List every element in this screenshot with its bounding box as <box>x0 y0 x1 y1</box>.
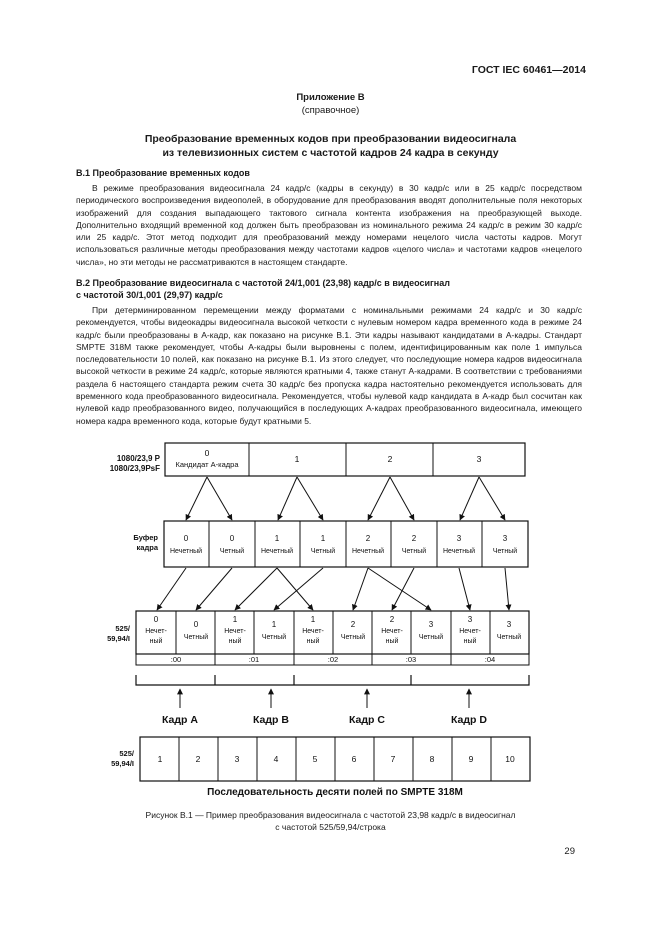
buffer-cell-num: 2 <box>411 534 417 543</box>
row3-cell-type2: ный <box>385 638 399 645</box>
buffer-cell-type: Нечетный <box>442 548 476 555</box>
frame-label-c: Кадр С <box>349 714 385 726</box>
row4-cell: 2 <box>195 754 201 764</box>
row1-candidate-label: Кандидат А-кадра <box>175 460 239 469</box>
timecode-label: :01 <box>248 655 260 664</box>
section2-text: При детерминированном перемещении между форматами с номинальными режимами 24 кадр/с и 30 кадр/с рекомендуется, чтобы видеокадры видеосигнала высокой четкости с нулевым номером кадра временного кода в режиме 24 кадр/с были преобразованы в А-кадр, как показано на рисунке В.1. Эти кадры называют кандидатами в А-кадры. Стандарт SMPTE 318M также рекомендует, чтобы А-кадры были выровнены с полем, идентифицированным как поле 1 импульса последовательности 10 полей, как показано на рисунке В.1. Из этого следует, что последующие номера кадров видеосигнала высокой четкости в режиме 24 кадр/с, которые являются кратными 4, также станут А-кадрами. В соответствии с требованиями раздела 6 настоящего стандарта режим счета 30 кадр/с без пропуска кадра настоятельно рекомендуется использовать для временного кода преобразованного видеосигнала. Рекомендуется, чтобы нулевой кадр кандидата в А-кадр был сосчитан как нулевой кадр преобразованного видео, получающийся в последующих А-кадрах преобразованного видеосигнала, имеющего номера кадра временного кода, которые будут кратными 5. <box>76 305 582 426</box>
row3-cell-num: 1 <box>232 615 238 624</box>
row4-cell: 6 <box>351 754 357 764</box>
frame-label-b: Кадр В <box>253 714 289 726</box>
row3-cell-num: 3 <box>428 620 434 629</box>
row3-cell-num: 2 <box>389 615 395 624</box>
frame-label-a: Кадр А <box>162 714 198 726</box>
buffer-cell-num: 0 <box>183 534 189 543</box>
buffer-cell-num: 3 <box>456 534 462 543</box>
row3-cell-type: Нечет- <box>381 628 403 635</box>
arrows-row1-to-buffer <box>186 477 505 520</box>
arrows-buffer-to-row3 <box>157 568 509 610</box>
main-title-line2: из телевизионных систем с частотой кадров 24 кадра в секунду <box>162 147 499 159</box>
row3-cell-type: Четный <box>183 634 209 641</box>
row3-cell-type: Четный <box>418 634 444 641</box>
row3-cell-type: Четный <box>261 634 287 641</box>
section2-heading-line2: с частотой 30/1,001 (29,97) кадр/с <box>76 290 223 300</box>
section1-text: В режиме преобразования видеосигнала 24 кадр/с (кадры в секунду) в 30 кадр/с или в 25 кадр/с посредством периодического воспроизведения видеополей, в оборудование для преобразования вводят дополнительные поля некоторых изображений для создания выпадающего тактового сигнала контента изображения на преобразующей выходе. Дополнительно входящий временной код должен быть преобразован из номинального режима 24 кадр/с в режим 30 кадр/с или 25 кадр/с. Этот метод подходит для преобразований между номерами нецелого числа частоты кадров. Могут использоваться различные методы преобразования между частотами кадров «целого числа» и частотами кадров «нецелого числа», но эти методы не рассматриваются в настоящем стандарте. <box>76 183 582 267</box>
buffer-cell-type: Четный <box>310 548 336 555</box>
row1-label-1: 1080/23,9 P <box>116 454 160 463</box>
timecode-label: :02 <box>327 655 339 664</box>
appendix-title: Приложение В <box>296 92 365 103</box>
buffer-cell-num: 1 <box>274 534 280 543</box>
page-number: 29 <box>564 846 575 857</box>
row3-cell-type2: ный <box>149 638 163 645</box>
row3-cell-type2: ный <box>463 638 477 645</box>
row3-cell-num: 0 <box>193 620 199 629</box>
buffer-label-2: кадра <box>136 543 158 552</box>
row4-label-1: 525/ <box>119 749 134 758</box>
row3-cell-type2: ный <box>306 638 320 645</box>
row3-cell-type2: ный <box>228 638 242 645</box>
main-title-line1: Преобразование временных кодов при преобразовании видеосигнала <box>144 133 517 145</box>
buffer-cell-type: Нечетный <box>351 548 385 555</box>
buffer-cell-num: 2 <box>365 534 371 543</box>
row4-label-2: 59,94/I <box>111 759 134 768</box>
row4-cell: 8 <box>429 754 435 764</box>
appendix-subtitle: (справочное) <box>301 105 360 116</box>
row3-cell-type: Нечет- <box>224 628 246 635</box>
row1-label-2: 1080/23,9PsF <box>109 464 160 473</box>
buffer-cell-num: 1 <box>320 534 326 543</box>
section2-heading-line1: В.2 Преобразование видеосигнала с частотой 24/1,001 (23,98) кадр/с в видеосигнал <box>76 278 450 288</box>
frame-brackets <box>136 675 529 685</box>
row4-cell: 7 <box>390 754 396 764</box>
row3-fields <box>136 611 529 665</box>
row4-cell: 5 <box>312 754 318 764</box>
buffer-cell-type: Четный <box>492 548 518 555</box>
buffer-cell-type: Четный <box>401 548 427 555</box>
sequence-label: Последовательность десяти полей по SMPTE 318M <box>207 787 463 798</box>
row1-frame-1: 1 <box>294 454 300 464</box>
timecode-label: :04 <box>484 655 496 664</box>
row1-frames <box>165 443 525 476</box>
row4-sequence <box>140 737 530 781</box>
row4-cell: 4 <box>273 754 279 764</box>
row1-frame-3: 3 <box>476 454 482 464</box>
buffer-cell-num: 3 <box>502 534 508 543</box>
caption-line1: Рисунок В.1 — Пример преобразования видеосигнала с частотой 23,98 кадр/с в видеосигнал <box>145 810 516 820</box>
buffer-cell-num: 0 <box>229 534 235 543</box>
row3-cell-num: 3 <box>506 620 512 629</box>
row4-cell: 3 <box>234 754 240 764</box>
buffer-label-1: Буфер <box>133 533 158 542</box>
row3-label-2: 59,94/I <box>107 634 130 643</box>
row1-frame-0: 0 <box>204 448 210 458</box>
row3-cell-num: 1 <box>310 615 316 624</box>
row4-cell: 9 <box>468 754 474 764</box>
row3-cell-num: 2 <box>350 620 356 629</box>
buffer-cell-type: Нечетный <box>169 548 203 555</box>
row4-cell: 10 <box>505 754 515 764</box>
row3-cell-type: Четный <box>496 634 522 641</box>
row3-cell-type: Нечет- <box>145 628 167 635</box>
frame-label-d: Кадр D <box>451 714 487 726</box>
row1-frame-2: 2 <box>387 454 393 464</box>
timecode-label: :03 <box>405 655 417 664</box>
caption-line2: с частотой 525/59,94/строка <box>275 822 386 832</box>
row3-cell-num: 1 <box>271 620 277 629</box>
row3-cell-num: 0 <box>153 615 159 624</box>
figure-caption <box>0 809 661 833</box>
section1-heading: В.1 Преобразование временных кодов <box>76 168 250 178</box>
row3-label-1: 525/ <box>115 624 130 633</box>
row3-cell-type: Нечет- <box>459 628 481 635</box>
row3-cell-type: Четный <box>340 634 366 641</box>
standard-number: ГОСТ IEC 60461—2014 <box>471 64 586 76</box>
row3-cell-num: 3 <box>467 615 473 624</box>
frame-label-arrows <box>180 689 469 708</box>
buffer-row <box>164 521 528 567</box>
row3-cell-type: Нечет- <box>302 628 324 635</box>
buffer-cell-type: Нечетный <box>260 548 294 555</box>
buffer-cell-type: Четный <box>219 548 245 555</box>
row4-cell: 1 <box>157 754 163 764</box>
timecode-label: :00 <box>170 655 182 664</box>
